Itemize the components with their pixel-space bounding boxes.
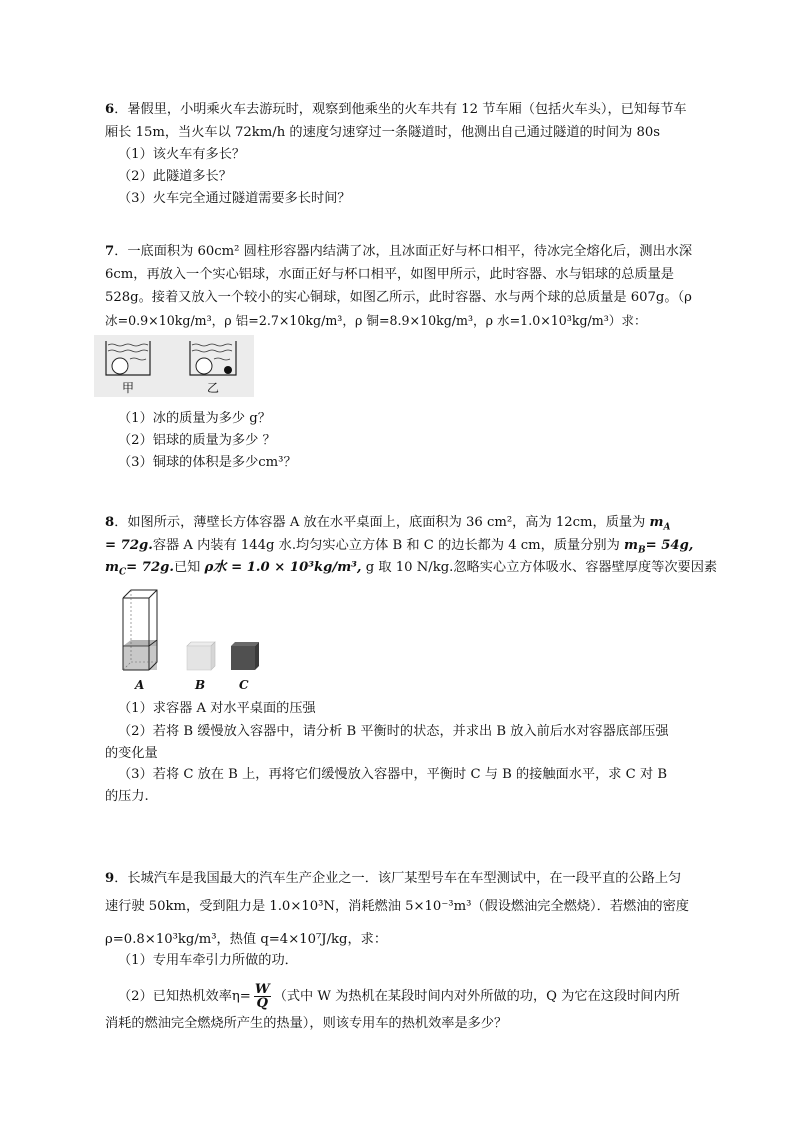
q6-line-2: 厢长 15m，当火车以 72km/h 的速度匀速穿过一条隧道时，他测出自己通过隧道的时间为 80s [105, 125, 660, 140]
containers-diagram [115, 584, 275, 674]
label-c: C [239, 678, 249, 692]
q7-sub-3: （3）铜球的体积是多少cm³？ [118, 455, 297, 470]
container-a [123, 590, 157, 670]
q9-sub-2a: （2）已知热机效率η= $\frac{W}{Q}$ （式中 W 为热机在某段时间内对外所做的功，Q 为它在这段时间内所 [118, 982, 680, 1011]
label-a: A [135, 678, 145, 692]
aluminum-ball [196, 358, 212, 374]
q7-figure [94, 335, 254, 397]
copper-ball [224, 366, 232, 374]
q8-line-1: 8．如图所示，薄壁长方体容器 A 放在水平桌面上，底面积为 36 cm²，高为 12cm，质量为 $m_A$ [105, 515, 671, 533]
q7-sub-1: （1）冰的质量为多少 g？ [118, 411, 271, 426]
q8-figure [115, 584, 275, 694]
label-jia: 甲 [122, 381, 135, 395]
cube-c [231, 642, 259, 670]
q7-line-2: 6cm，再放入一个实心铝球，水面正好与杯口相平，如图甲所示，此时容器、水与铝球的总质量是 [105, 267, 674, 282]
aluminum-ball [112, 358, 128, 374]
q8-sub-3a: （3）若将 C 放在 B 上，再将它们缓慢放入容器中，平衡时 C 与 B 的接触面水平，求 C 对 B [118, 767, 668, 782]
q7-line-4: 冰=0.9×10kg/m³，ρ 铝=2.7×10kg/m³，ρ 铜=8.9×10kg/m³，ρ 水=1.0×10³kg/m³）求： [105, 313, 647, 328]
efficiency-fraction: $\frac{W}{Q}$ [254, 982, 270, 1011]
q9-sub-2c: 消耗的燃油完全燃烧所产生的热量），则该专用车的热机效率是多少？ [105, 1016, 508, 1031]
q8-line-3: $m_C= 72g$.已知 ρ水 = 1.0 × 10³kg/m³, g 取 10 N/kg.忽略实心立方体吸水、容器壁厚度等次要因素 [105, 560, 718, 578]
q6-sub-2: （2）此隧道多长？ [118, 169, 232, 184]
label-b: B [195, 678, 206, 692]
q7-line-1: 7．一底面积为 60cm² 圆柱形容器内结满了冰，且冰面正好与杯口相平，待冰完全熔化后，测出水深 [105, 244, 693, 259]
q7-line-3: 528g。接着又放入一个较小的实心铜球，如图乙所示，此时容器、水与两个球的总质量是 607g。（ρ [105, 290, 692, 305]
q9-line-2: 速行驶 50km，受到阻力是 1.0×10³N，消耗燃油 5×10⁻³m³（假设燃油完全燃烧）．若燃油的密度 [105, 899, 689, 914]
q8-line-2: = 72g.容器 A 内装有 144g 水.均匀实心立方体 B 和 C 的边长都为 4 cm，质量分别为 $m_B= 54g$, [105, 538, 694, 556]
q8-sub-1: （1）求容器 A 对水平桌面的压强 [118, 701, 316, 716]
cube-b [187, 642, 215, 670]
beaker-jia [106, 341, 150, 375]
q7-sub-2: （2）铝球的质量为多少 ？ [118, 433, 276, 448]
q8-sub-3b: 的压力. [105, 789, 149, 804]
q6-sub-3: （3）火车完全通过隧道需要多长时间？ [118, 191, 351, 206]
q9-line-3: ρ=0.8×10³kg/m³，热值 q=4×10⁷J/kg，求： [105, 932, 388, 947]
q8-sub-2b: 的变化量 [105, 746, 158, 761]
beaker-diagram [94, 335, 254, 397]
q6-line-1: 6．暑假里，小明乘火车去游玩时，观察到他乘坐的火车共有 12 节车厢（包括火车头），已知每节车 [105, 102, 687, 117]
q9-sub-1: （1）专用车牵引力所做的功． [118, 953, 298, 968]
q9-line-1: 9．长城汽车是我国最大的汽车生产企业之一．该厂某型号车在车型测试中，在一段平直的公路上匀 [105, 871, 682, 886]
beaker-yi [190, 341, 236, 375]
label-yi: 乙 [207, 381, 220, 395]
q8-sub-2a: （2）若将 B 缓慢放入容器中，请分析 B 平衡时的状态，并求出 B 放入前后水对容器底部压强 [118, 724, 669, 739]
q6-sub-1: （1）该火车有多长？ [118, 147, 246, 162]
